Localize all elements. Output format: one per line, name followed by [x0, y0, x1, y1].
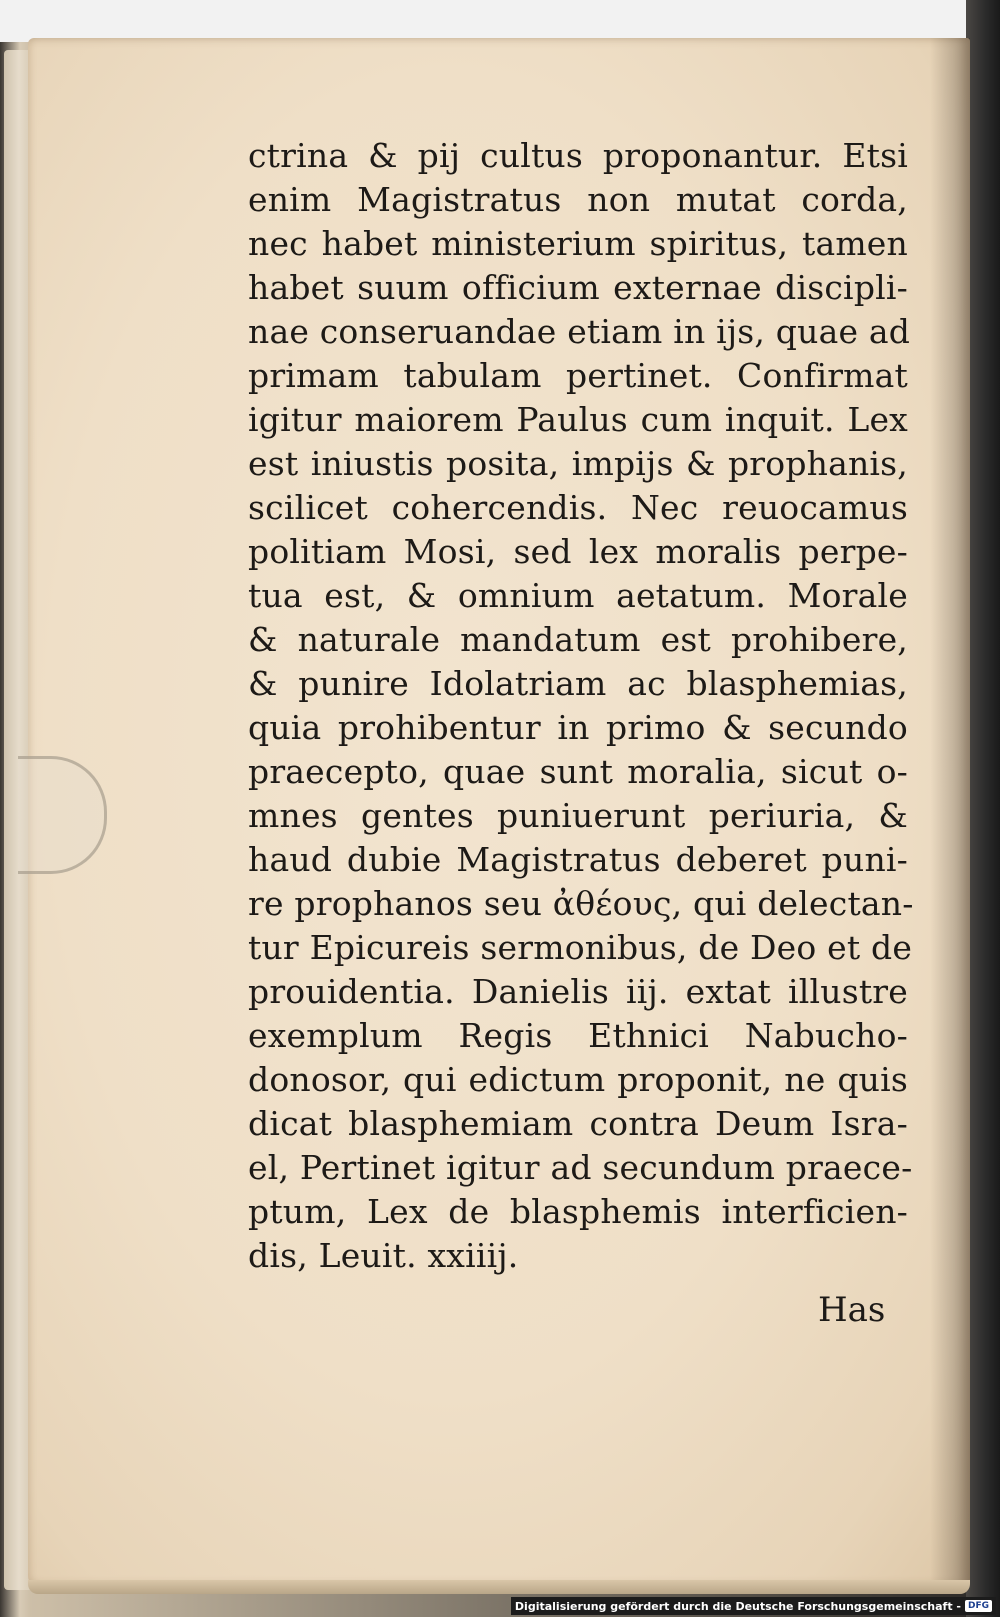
text-line: mnes gentes puniuerunt periuria, & — [248, 796, 908, 835]
text-line: tua est, & omnium aetatum. Morale — [248, 576, 908, 615]
text-line: & naturale mandatum est prohibere, — [248, 620, 908, 659]
text-line: politiam Mosi, sed lex moralis perpe- — [248, 532, 908, 571]
text-line: exemplum Regis Ethnici Nabucho- — [248, 1016, 908, 1055]
text-line: quia prohibentur in primo & secundo — [248, 708, 908, 747]
page-text — [248, 134, 914, 1278]
text-line: habet suum officium externae discipli- — [248, 268, 908, 307]
footer-text: Digitalisierung gefördert durch die Deutsche Forschungsgemeinschaft - — [514, 1599, 961, 1613]
text-line: haud dubie Magistratus deberet puni- — [248, 840, 908, 879]
text-line: igitur maiorem Paulus cum inquit. Lex — [248, 400, 908, 439]
page-bottom-edge — [28, 1580, 970, 1594]
text-line: dis, Leuit. xxiiij. — [248, 1236, 519, 1275]
scan-backdrop-top — [0, 0, 1000, 42]
text-line: & punire Idolatriam ac blasphemias, — [248, 664, 908, 703]
text-line: tur Epicureis sermonibus, de Deo et de — [248, 928, 913, 967]
text-line: dicat blasphemiam contra Deum Isra- — [248, 1104, 908, 1143]
text-line: nae conseruandae etiam in ijs, quae ad — [248, 312, 911, 351]
text-line: donosor, qui edictum proponit, ne quis — [248, 1060, 908, 1099]
text-line: praecepto, quae sunt moralia, sicut o- — [248, 752, 908, 791]
text-line: ptum, Lex de blasphemis interficien- — [248, 1192, 908, 1231]
text-line: scilicet cohercendis. Nec reuocamus — [248, 488, 908, 527]
text-line: enim Magistratus non mutat corda, — [248, 180, 908, 219]
text-line: est iniustis posita, impijs & prophanis, — [248, 444, 908, 483]
text-line: nec habet ministerium spiritus, tamen — [248, 224, 908, 263]
text-line: ctrina & pij cultus proponantur. Etsi — [248, 136, 908, 175]
text-line: primam tabulam pertinet. Confirmat — [248, 356, 908, 395]
catchword: Has — [818, 1290, 886, 1330]
text-line: el, Pertinet igitur ad secundum praece- — [248, 1148, 913, 1187]
dfg-logo-icon: DFG — [965, 1600, 992, 1612]
digitization-footer — [511, 1597, 996, 1615]
text-line: re prophanos seu ἀθέους, qui delectan- — [248, 884, 914, 923]
scan-backdrop-right — [966, 0, 1000, 1617]
page-clip — [18, 756, 107, 874]
text-line: prouidentia. Danielis iij. extat illustre — [248, 972, 908, 1011]
